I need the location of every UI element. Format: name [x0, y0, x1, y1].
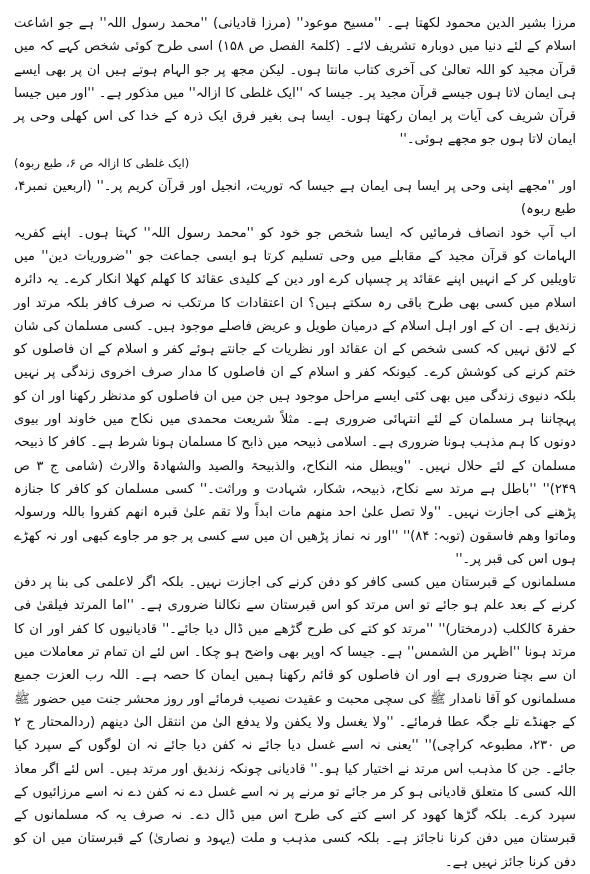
- paragraph-2: اور ''مجھے اپنی وحی پر ایسا ہی ایمان ہے جیسا کہ توریت، انجیل اور قرآن کریم پر۔'' (اربعین نمبر۴، طبع ربوہ): [14, 179, 576, 218]
- citation-line: (ایک غلطی کا ازالہ ص ۶، طبع ربوہ): [14, 155, 190, 170]
- paragraph-1: مرزا بشیر الدین محمود لکھتا ہے۔ ''مسیح موعود'' (مرزا قادیانی) ''محمد رسول اللہ'' ہے جو اشاعت اسلام کے لئے دنیا میں دوبارہ تشریف لائے۔ (کلمۃ الفصل ص ۱۵۸) اسی طرح کوئی شخص کہے کہ میں قرآن مجید کو اللہ تعالیٰ کی آخری کتاب مانتا ہوں۔ لیکن مجھ پر جو الہام ہوتے ہیں ان پر بھی ایسے ہی ایمان لاتا ہوں جیسے قرآن مجید پر۔ جیسا کہ ''ایک غلطی کا ازالہ'' میں مذکور ہے۔ ''اور میں جیسا قرآن شریف کی آیات پر ایمان رکھتا ہوں۔ ایسا ہی بغیر فرق ایک ذرہ کے خدا کی اس کھلی وحی پر ایمان لاتا ہوں جو مجھے ہوئی۔'': [14, 16, 576, 148]
- document-page: [14, 12, 576, 870]
- paragraph-3: اب آپ خود انصاف فرمائیں کہ ایسا شخص جو خود کو ''محمد رسول اللہ'' کہتا ہوں۔ اپنے کفریہ الہامات کو قرآن مجید کے مقابلے میں وحی تسلیم کرتا ہو ایسی جماعت جو ''ضروریات دین'' میں تاویلیں کر کے انہیں اپنے عقائد پر چسپاں کرے اور دین کے کلیدی عقائد کا کھلم کھلا انکار کرے۔ یہ دائرہ اسلام میں کسی بھی طرح باقی رہ سکتے ہیں؟ ان اعتقادات کا مرتکب نہ صرف کافر بلکہ مرتد اور زندیق ہے۔ ان کے اور اہل اسلام کے درمیان طویل و عریض فاصلے موجود ہیں۔ کسی مسلمان کی شان کے لائق نہیں کہ کسی شخص کے ان عقائد اور نظریات کے جانتے ہوئے کفر و اسلام کے ان فاصلوں کو ختم کرنے کی کوشش کرے۔ کیونکہ کفر و اسلام کے ان فاصلوں کا مدار صرف اخروی زندگی پر نہیں بلکہ دنیوی زندگی میں بھی کئی ایسے مراحل موجود ہیں جن میں ان فاصلوں کو مدنظر رکھنا اور ان کو پہچاننا ہر مسلمان کے لئے انتہائی ضروری ہے۔ مثلاً شریعت محمدی میں نکاح میں خاوند اور بیوی دونوں کا ہم مذہب ہونا ضروری ہے۔ اسلامی ذبیحہ میں ذابح کا مسلمان ہونا شرط ہے۔ کافر کا ذبیحہ مسلمان کے لئے حلال نہیں۔ ''ویبطل منہ النکاح، والذبیحۃ والصید والشھادۃ والارث (شامی ج ۳ ص ۲۴۹)'' ''باطل ہے مرتد سے نکاح، ذبیحہ، شکار، شہادت و وراثت۔'' کسی مسلمان کو کافر کا جنازہ پڑھنے کی اجازت نہیں۔ ''ولا تصل علیٰ احد منھم مات ابداً ولا تقم علیٰ قبرہ انھم کفروا باللہ ورسولہ وماتوا وھم فاسقون (توبہ: ۸۴)'' ''اور نہ نماز پڑھیں ان میں سے کسی پر جو مر جاوے کبھی اور نہ کھڑے ہوں اس کی قبر پر۔'': [14, 225, 576, 567]
- paragraph-4: مسلمانوں کے قبرستان میں کسی کافر کو دفن کرنے کی اجازت نہیں۔ بلکہ اگر لاعلمی کی بنا پر دفن کرنے کے بعد علم ہو جائے تو اس مرتد کو اس قبرستان سے نکالنا ضروری ہے۔ ''اما المرتد فیلقیٰ فی حفرۃ کالکلب (درمختار)'' ''مرتد کو کتے کی طرح گڑھے میں ڈال دیا جائے۔'' قادیانیوں کا کفر اور ان کا مرتد ہونا ''اظہر من الشمس'' ہے۔ جیسا کہ اوپر بھی واضح ہو چکا۔ اس لئے ان تمام تر معاملات میں ان سے بچنا ضروری ہے اور ان فاصلوں کو قائم رکھنا ہمیں ایمان کا حصہ ہے۔ اللہ رب العزت جمیع مسلمانوں کو آقا نامدار ﷺ کی سچی محبت و عقیدت نصیب فرمائے اور روز محشر جنت میں حضور ﷺ کے جھنڈے تلے جگہ عطا فرمائے۔ ''ولا یغسل ولا یکفن ولا یدفع الیٰ من انتقل الیٰ دینھم (ردالمحتار ج ۲ ص ۲۳۰، مطبوعہ کراچی)'' ''یعنی نہ اسے غسل دیا جائے نہ کفن دیا جائے نہ ان لوگوں کے سپرد کیا جائے۔ جن کا مذہب اس مرتد نے اختیار کیا ہو۔'' قادیانی چونکہ زندیق اور مرتد ہیں۔ اس لئے اگر معاذ اللہ کسی کا متعلق قادیانی ہو کر مر جائے تو مرنے پر نہ اسے غسل دے نہ کفن دے نہ اسے مرزائیوں کے سپرد کرے۔ بلکہ گڑھا کھود کر اسے کتے کی طرح اس میں ڈال دے۔ نہ صرف یہ کہ مسلمانوں کے قبرستان میں دفن کرنا ناجائز ہے۔ بلکہ کسی مذہب و ملت (یہود و نصاریٰ) کے قبرستان میں ان کو دفن کرنا جائز نہیں ہے۔: [14, 575, 576, 870]
